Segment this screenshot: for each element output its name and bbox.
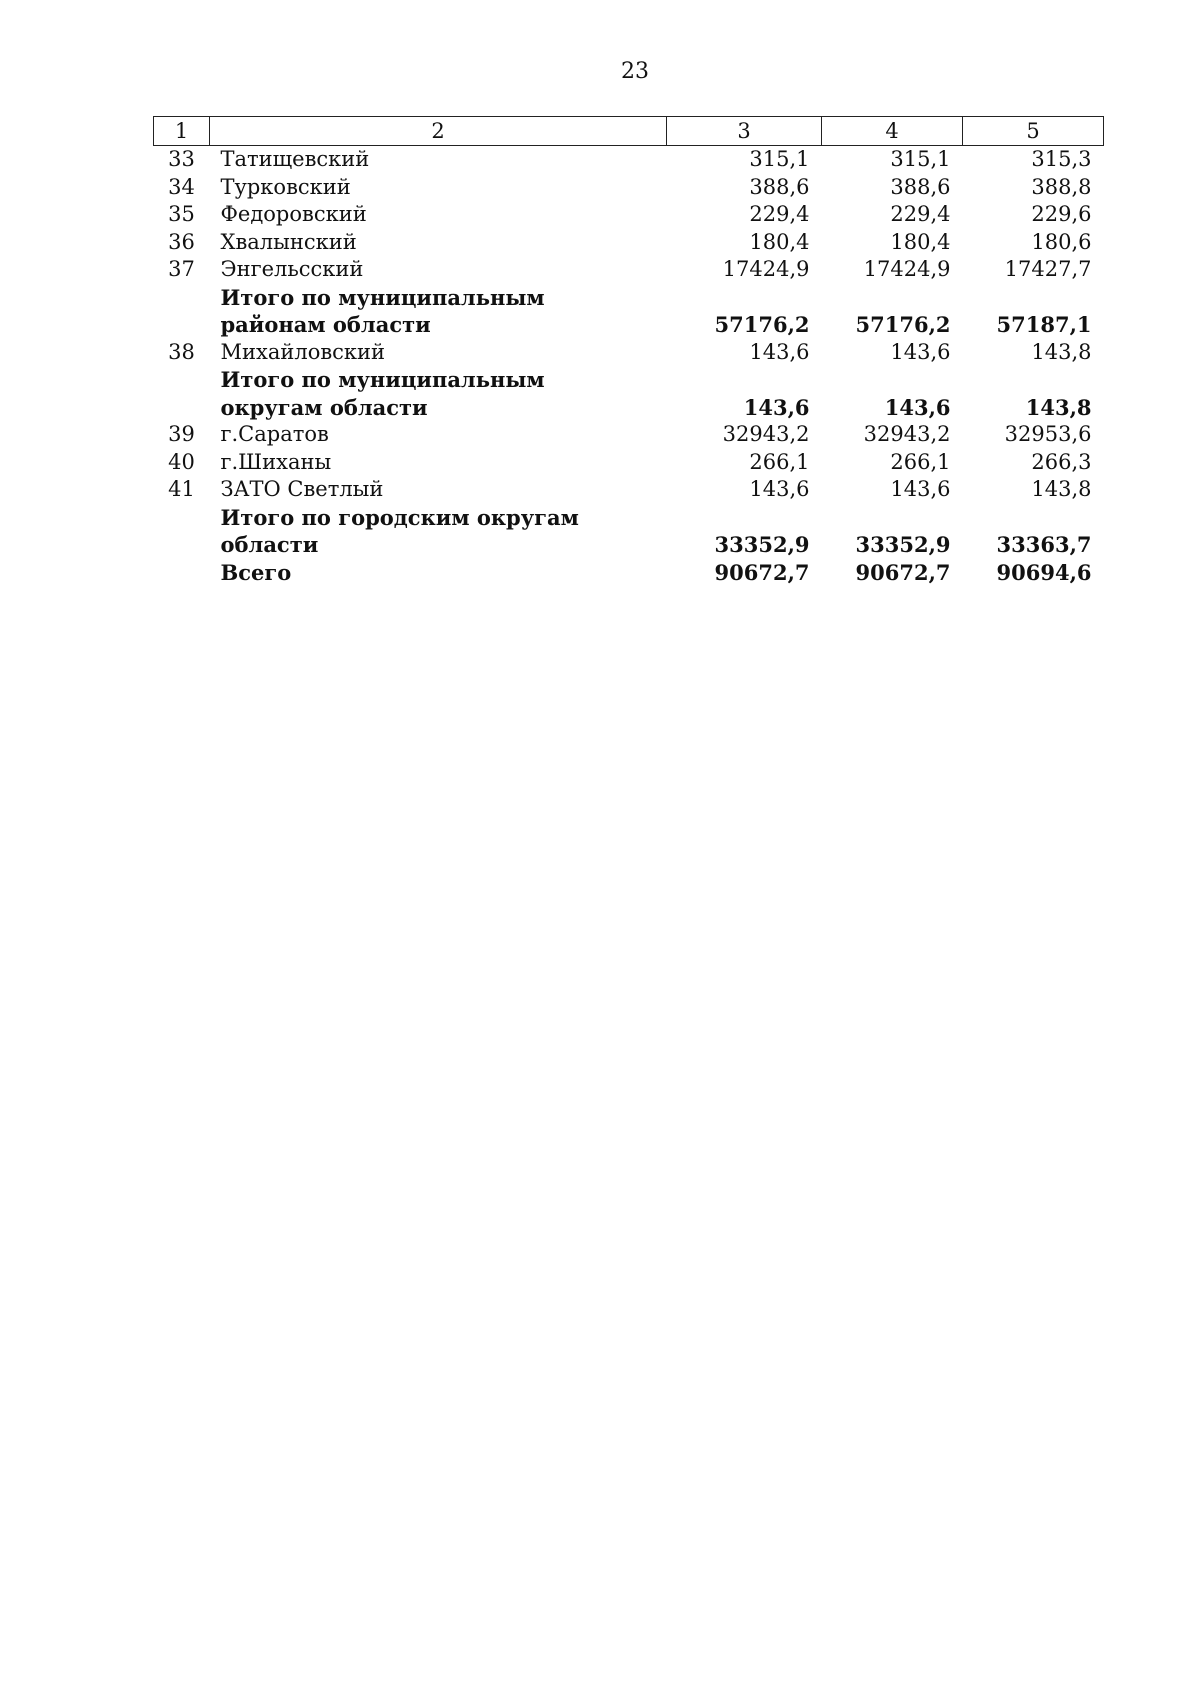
row-value-col-4: 57176,2 <box>855 312 951 337</box>
row-name: Энгельсский <box>220 257 364 281</box>
row-name: Хвалынский <box>220 229 357 254</box>
row-name: Итого по муниципальным округам области <box>220 367 545 420</box>
data-table <box>153 116 1104 586</box>
table-row <box>154 449 1104 477</box>
table-row <box>154 174 1104 202</box>
row-number: 39 <box>168 422 195 446</box>
row-value-col-5: 143,8 <box>1025 394 1092 420</box>
row-value-col-3: 266,1 <box>749 449 810 474</box>
table-row <box>154 201 1104 229</box>
table-row <box>154 229 1104 257</box>
row-value-col-5: 388,8 <box>1031 174 1092 199</box>
table-header-row <box>154 117 1104 146</box>
table-row <box>154 339 1104 367</box>
row-value-col-5: 90694,6 <box>996 559 1092 585</box>
row-value-col-4: 266,1 <box>890 449 951 474</box>
row-number: 35 <box>168 202 195 226</box>
row-name: г.Шиханы <box>220 449 332 474</box>
row-value-col-3: 180,4 <box>749 229 810 254</box>
table-row <box>154 476 1104 504</box>
header-col-4: 4 <box>822 117 963 146</box>
row-value-col-5: 143,8 <box>1031 339 1092 364</box>
table-row <box>154 146 1104 174</box>
row-value-col-5: 266,3 <box>1031 449 1092 474</box>
row-value-col-4: 143,6 <box>884 394 951 420</box>
row-number <box>154 284 210 339</box>
row-value-col-3: 229,4 <box>749 202 810 226</box>
row-value-col-3: 143,6 <box>749 339 810 364</box>
subtotal-row <box>154 559 1104 587</box>
row-value-col-4: 143,6 <box>890 477 951 501</box>
header-col-5: 5 <box>963 117 1104 146</box>
row-number: 40 <box>168 449 195 474</box>
row-value-col-3: 33352,9 <box>714 532 810 557</box>
row-value-col-5: 143,8 <box>1031 477 1092 501</box>
row-value-col-5: 229,6 <box>1031 202 1092 226</box>
row-value-col-3: 32943,2 <box>722 422 810 446</box>
subtotal-row <box>154 284 1104 339</box>
row-value-col-4: 32943,2 <box>863 422 951 446</box>
page-number: 23 <box>621 59 649 84</box>
row-value-col-5: 315,3 <box>1031 147 1092 171</box>
row-number: 41 <box>168 477 195 501</box>
row-number <box>154 559 210 587</box>
row-name: Михайловский <box>220 339 386 364</box>
row-value-col-5: 32953,6 <box>1004 422 1092 446</box>
table-row <box>154 256 1104 284</box>
row-value-col-4: 143,6 <box>890 339 951 364</box>
subtotal-row <box>154 366 1104 421</box>
row-value-col-4: 17424,9 <box>863 257 951 281</box>
row-name: ЗАТО Светлый <box>220 477 384 501</box>
row-value-col-5: 33363,7 <box>996 532 1092 557</box>
row-value-col-4: 33352,9 <box>855 532 951 557</box>
row-value-col-5: 57187,1 <box>996 312 1092 337</box>
row-number: 37 <box>168 257 195 281</box>
row-value-col-3: 143,6 <box>743 394 810 420</box>
row-number <box>154 366 210 421</box>
table-row <box>154 421 1104 449</box>
row-value-col-4: 90672,7 <box>855 559 951 585</box>
row-value-col-3: 315,1 <box>749 147 810 171</box>
row-number: 38 <box>168 339 195 364</box>
row-value-col-4: 229,4 <box>890 202 951 226</box>
row-number: 34 <box>168 174 195 199</box>
row-name: Турковский <box>220 174 351 199</box>
row-value-col-4: 180,4 <box>890 229 951 254</box>
row-value-col-5: 180,6 <box>1031 229 1092 254</box>
row-name: Итого по муниципальным районам области <box>220 284 545 337</box>
header-col-1: 1 <box>154 117 210 146</box>
row-number: 36 <box>168 229 195 254</box>
header-col-3: 3 <box>667 117 822 146</box>
row-name: Федоровский <box>220 202 367 226</box>
row-number <box>154 504 210 559</box>
row-value-col-5: 17427,7 <box>1004 257 1092 281</box>
row-name: Всего <box>220 559 292 585</box>
row-value-col-4: 388,6 <box>890 174 951 199</box>
row-value-col-3: 388,6 <box>749 174 810 199</box>
header-col-2: 2 <box>210 117 667 146</box>
row-value-col-3: 17424,9 <box>722 257 810 281</box>
row-value-col-3: 143,6 <box>749 477 810 501</box>
row-number: 33 <box>168 147 195 171</box>
row-name: Татищевский <box>220 147 370 171</box>
row-value-col-3: 90672,7 <box>714 559 810 585</box>
table-body <box>154 146 1104 587</box>
row-name: г.Саратов <box>220 422 329 446</box>
row-value-col-4: 315,1 <box>890 147 951 171</box>
row-value-col-3: 57176,2 <box>714 312 810 337</box>
row-name: Итого по городским округам области <box>220 504 579 557</box>
subtotal-row <box>154 504 1104 559</box>
